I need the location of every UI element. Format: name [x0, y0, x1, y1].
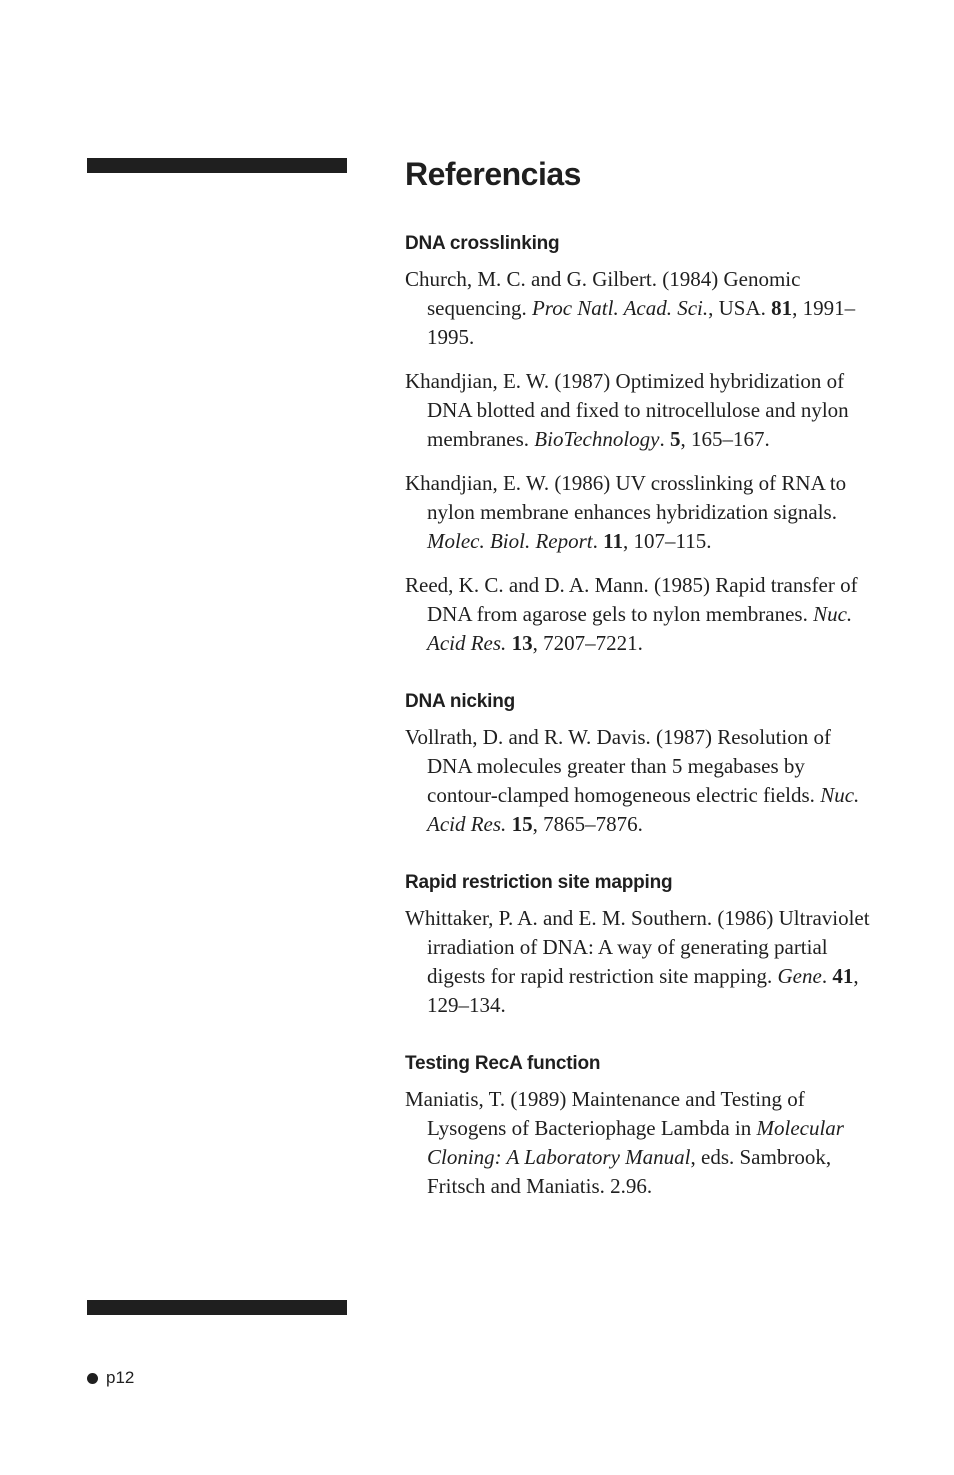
section-dna-nicking: [405, 689, 875, 839]
bottom-rule: [87, 1300, 347, 1315]
reference-pages: , 107–115.: [622, 529, 712, 553]
reference-journal: Molecular Cloning: A Laboratory Manual: [427, 1116, 844, 1169]
reference-authors: Reed, K. C. and D. A. Mann. (1985) Rapid transfer of DNA from agarose gels to nylon membranes.: [405, 573, 858, 626]
reference-volume: 5: [670, 427, 681, 451]
top-rule: [87, 158, 347, 173]
reference-journal: Gene: [777, 964, 822, 988]
bullet-icon: [87, 1373, 98, 1384]
section-testing-reca-function: [405, 1051, 875, 1201]
page-footer: [87, 1368, 134, 1388]
reference-journal: Nuc. Acid Res.: [427, 602, 853, 655]
reference-pages: , 129–134.: [427, 964, 859, 1017]
reference-mid: .: [659, 427, 671, 451]
reference-journal: BioTechnology: [534, 427, 660, 451]
reference-authors: Vollrath, D. and R. W. Davis. (1987) Resolution of DNA molecules greater than 5 megabases by contour-clamped homogeneous electric fields.: [405, 725, 832, 807]
reference-authors: Church, M. C. and G. Gilbert. (1984) Genomic sequencing.: [405, 267, 801, 320]
reference-volume: 11: [603, 529, 623, 553]
reference-volume: 15: [511, 812, 533, 836]
reference-entry: [405, 469, 875, 556]
reference-volume: 81: [771, 296, 793, 320]
reference-entry: [405, 571, 875, 658]
reference-pages: , 1991–1995.: [427, 296, 856, 349]
reference-mid: , USA.: [708, 296, 772, 320]
section-heading: Testing RecA function: [405, 1053, 601, 1074]
reference-authors: Khandjian, E. W. (1986) UV crosslinking of RNA to nylon membrane enhances hybridization signals.: [405, 471, 847, 524]
page-title: Referencias: [405, 156, 581, 192]
references-content: [405, 150, 875, 1201]
reference-authors: Khandjian, E. W. (1987) Optimized hybridization of DNA blotted and fixed to nitrocellulose and nylon membranes.: [405, 369, 849, 451]
reference-authors: Whittaker, P. A. and E. M. Southern. (1986) Ultraviolet irradiation of DNA: A way of generating partial digests for rapid restriction site mapping.: [405, 906, 870, 988]
section-heading: DNA crosslinking: [405, 233, 560, 254]
page-number: p12: [106, 1368, 135, 1387]
reference-entry: [405, 367, 875, 454]
section-dna-crosslinking: [405, 231, 875, 658]
reference-entry: [405, 1085, 875, 1201]
reference-entry: [405, 265, 875, 352]
section-rapid-restriction-site-mapping: [405, 870, 875, 1020]
reference-mid: .: [821, 964, 833, 988]
section-heading: Rapid restriction site mapping: [405, 872, 673, 893]
reference-journal: Proc Natl. Acad. Sci.: [531, 296, 709, 320]
reference-entry: [405, 904, 875, 1020]
reference-pages: , 165–167.: [680, 427, 770, 451]
reference-journal: Molec. Biol. Report: [427, 529, 593, 553]
reference-volume: 41: [832, 964, 854, 988]
reference-pages: , 7207–7221.: [532, 631, 643, 655]
reference-pages: , 7865–7876.: [532, 812, 643, 836]
section-heading: DNA nicking: [405, 691, 516, 712]
reference-volume: 13: [511, 631, 533, 655]
reference-mid: .: [592, 529, 604, 553]
reference-entry: [405, 723, 875, 839]
reference-authors: Maniatis, T. (1989) Maintenance and Testing of Lysogens of Bacteriophage Lambda in: [405, 1087, 805, 1140]
reference-mid: , eds. Sambrook, Fritsch and Maniatis. 2.96.: [427, 1145, 832, 1198]
reference-journal: Nuc. Acid Res.: [427, 783, 860, 836]
